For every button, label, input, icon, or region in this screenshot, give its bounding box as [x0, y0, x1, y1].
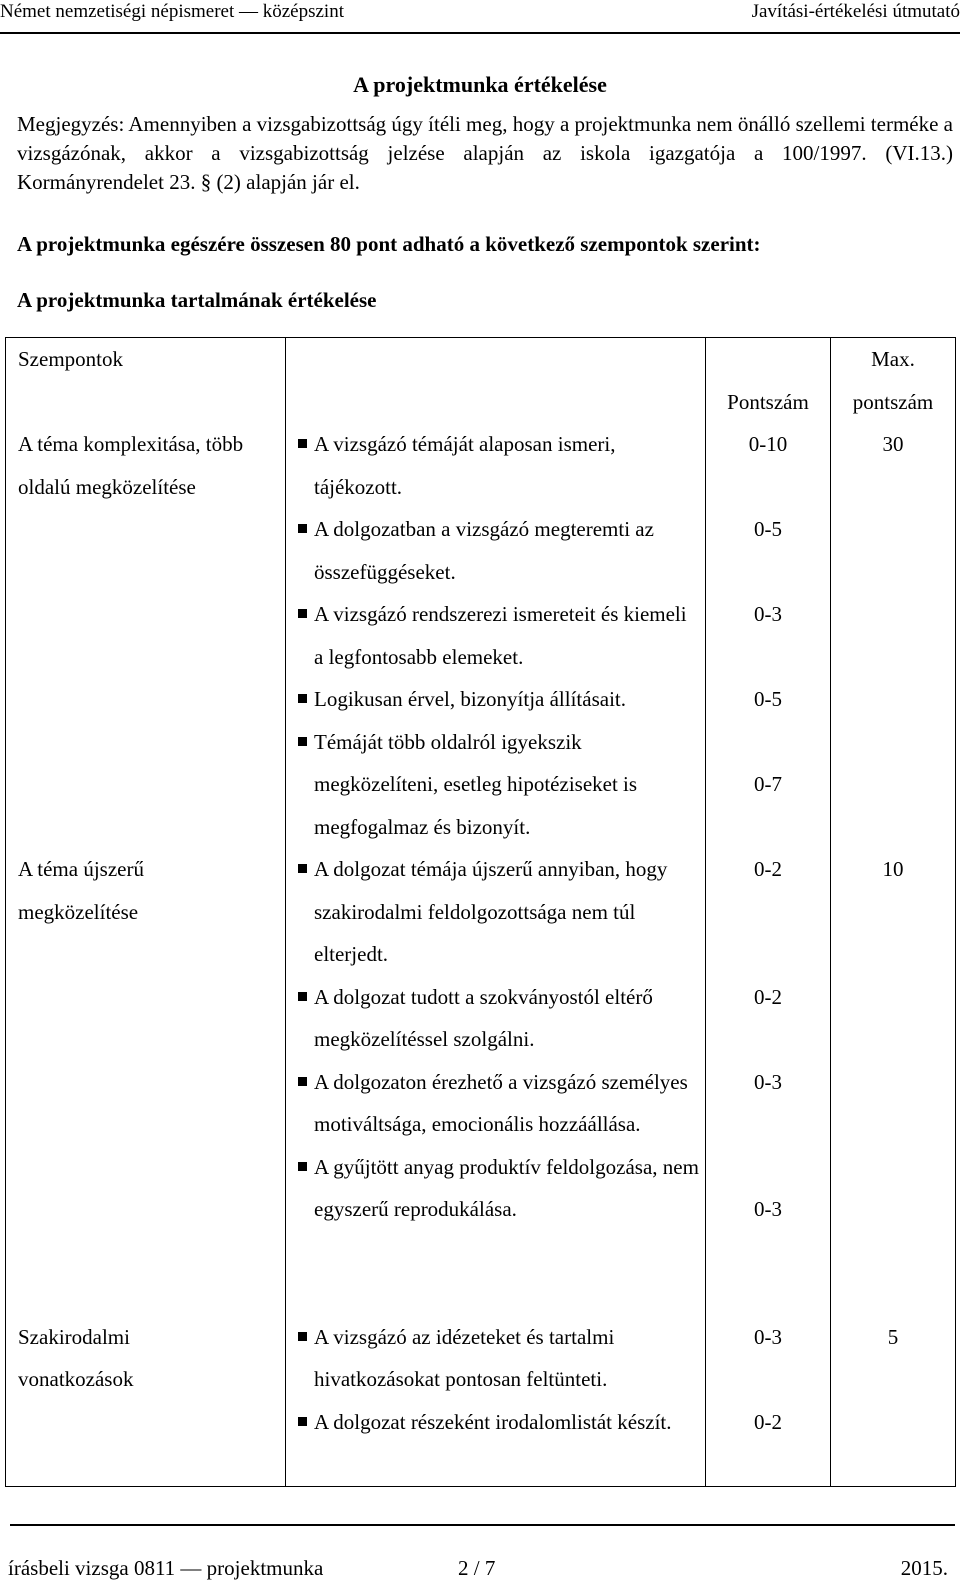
points-spacer: [706, 1018, 830, 1061]
max-header-line2: pontszám: [852, 389, 934, 414]
item-points: 0-5: [754, 517, 782, 541]
item-points: 0-3: [754, 1197, 782, 1221]
item-points: 0-3: [754, 602, 782, 626]
points-cell: [706, 423, 831, 848]
max-points-value: 30: [882, 432, 904, 456]
criterion-cell: [6, 423, 286, 848]
criterion-item-text: A dolgozaton érezhető a vizsgázó személyes motiváltsága, emocionális hozzáállása.: [314, 1069, 688, 1136]
table-header-row: [6, 338, 956, 424]
criterion-cell: [6, 1316, 286, 1487]
criterion-item-text: A vizsgázó témáját alaposan ismeri, tájékozott.: [314, 432, 616, 499]
description-cell: [286, 848, 706, 1316]
criterion-item-text: Logikusan érvel, bizonyítja állításait.: [314, 687, 626, 711]
item-points: 0-3: [754, 1324, 782, 1349]
criterion-label: A téma újszerű megközelítése: [18, 857, 144, 924]
criterion-item: [288, 848, 705, 976]
points-spacer: [706, 806, 830, 849]
criterion-item: [288, 678, 705, 721]
points-spacer: [706, 636, 830, 679]
square-bullet-icon: [288, 1061, 314, 1146]
criteria-header: [6, 338, 286, 424]
points-spacer: [706, 933, 830, 976]
section-subtitle: A projektmunka tartalmának értékelése: [17, 288, 377, 312]
footer-year: 2015.: [900, 1556, 948, 1580]
criterion-label: A téma komplexitása, több oldalú megközelítése: [18, 432, 244, 499]
criterion-item: [288, 1146, 705, 1231]
note-paragraph: Megjegyzés: Amennyiben a vizsgabizottság úgy ítéli meg, hogy a projektmunka nem önálló szellemi terméke a vizsgázónak, akkor a vizsgabizottság jelzése alapján az iskola igazgatója a 100/1997. (VI.13.) Kormányrendelet 23. § (2) alapján jár el.: [17, 112, 953, 194]
criterion-item: [288, 593, 705, 678]
points-spacer: [706, 1443, 830, 1486]
criterion-item-text: A dolgozat témája újszerű annyiban, hogy szakirodalmi feldolgozottsága nem túl elterjedt.: [314, 857, 668, 966]
square-bullet-icon: [288, 721, 314, 849]
square-bullet-icon: [288, 678, 314, 721]
item-points: 0-7: [754, 772, 782, 796]
max-points-cell: [831, 1316, 956, 1487]
square-bullet-icon: [288, 593, 314, 678]
points-cell: [706, 1316, 831, 1487]
points-spacer: [706, 1103, 830, 1146]
item-points: 0-3: [754, 1069, 782, 1094]
footer-divider: [10, 1524, 955, 1526]
points-header: [706, 338, 831, 424]
points-spacer: [706, 1146, 830, 1189]
criterion-item-text: A dolgozat tudott a szokványostól eltérő megközelítéssel szolgálni.: [314, 984, 653, 1051]
square-bullet-icon: [288, 508, 314, 593]
square-bullet-icon: [288, 848, 314, 976]
points-spacer: [706, 891, 830, 934]
criterion-item-text: A vizsgázó az idézeteket és tartalmi hivatkozásokat pontosan feltünteti.: [314, 1324, 615, 1391]
square-bullet-icon: [288, 1146, 314, 1231]
points-spacer: [706, 551, 830, 594]
criterion-item-text: A gyűjtött anyag produktív feldolgozása, nem egyszerű reprodukálása.: [314, 1154, 699, 1221]
points-spacer: [706, 721, 830, 764]
max-points-cell: [831, 848, 956, 1316]
criterion-group-row: [6, 423, 956, 848]
points-spacer: [706, 1273, 830, 1316]
header-left-text: Német nemzetiségi népismeret — középszint: [0, 1, 344, 22]
item-points: 0-10: [748, 432, 788, 456]
max-points-value: 5: [887, 1324, 899, 1349]
square-bullet-icon: [288, 976, 314, 1061]
footer-left-text: írásbeli vizsga 0811 — projektmunka: [8, 1556, 324, 1580]
assessment-table: [5, 337, 956, 1487]
item-points: 0-2: [754, 984, 782, 1009]
criterion-item: [288, 721, 705, 849]
item-points: 0-5: [754, 687, 782, 711]
page-header: [0, 0, 960, 26]
criteria-header-label: Szempontok: [18, 347, 123, 371]
description-header: [286, 338, 706, 424]
lead-sentence: A projektmunka egészére összesen 80 pont adható a következő szempontok szerint:: [17, 232, 761, 256]
points-spacer: [706, 466, 830, 509]
points-spacer: [706, 1358, 830, 1401]
criterion-item-text: A dolgozatban a vizsgázó megteremti az összefüggéseket.: [314, 517, 654, 584]
square-bullet-icon: [288, 423, 314, 508]
max-header-line1: Max.: [871, 347, 915, 371]
square-bullet-icon: [288, 1401, 314, 1444]
criterion-label: Szakirodalmi vonatkozások: [18, 1324, 134, 1391]
criterion-item-text: A vizsgázó rendszerezi ismereteit és kiemeli a legfontosabb elemeket.: [314, 602, 687, 669]
item-points: 0-2: [754, 857, 782, 881]
max-points-value: 10: [882, 857, 904, 881]
criterion-item: [288, 423, 705, 508]
max-points-cell: [831, 423, 956, 848]
criterion-item: [288, 1316, 705, 1401]
criterion-item: [288, 1401, 705, 1444]
description-cell: [286, 1316, 706, 1487]
footer-page-number: 2 / 7: [458, 1556, 496, 1580]
criterion-item: [288, 508, 705, 593]
criterion-group-row: [6, 848, 956, 1316]
item-points: 0-2: [754, 1409, 782, 1434]
points-spacer: [706, 1231, 830, 1274]
criterion-item: [288, 1061, 705, 1146]
criterion-item: [288, 976, 705, 1061]
description-cell: [286, 423, 706, 848]
points-cell: [706, 848, 831, 1316]
header-right-text: Javítási-értékelési útmutató: [751, 1, 960, 22]
square-bullet-icon: [288, 1316, 314, 1401]
page-title: A projektmunka értékelése: [353, 72, 607, 97]
max-points-header: [831, 338, 956, 424]
header-divider: [0, 32, 960, 34]
criterion-cell: [6, 848, 286, 1316]
criterion-group-row: [6, 1316, 956, 1487]
points-header-label: Pontszám: [727, 389, 809, 414]
criterion-item-text: Témáját több oldalról igyekszik megközelíteni, esetleg hipotéziseket is megfogalmaz és bizonyít.: [314, 729, 638, 839]
criterion-item-text: A dolgozat részeként irodalomlistát készít.: [314, 1409, 672, 1434]
